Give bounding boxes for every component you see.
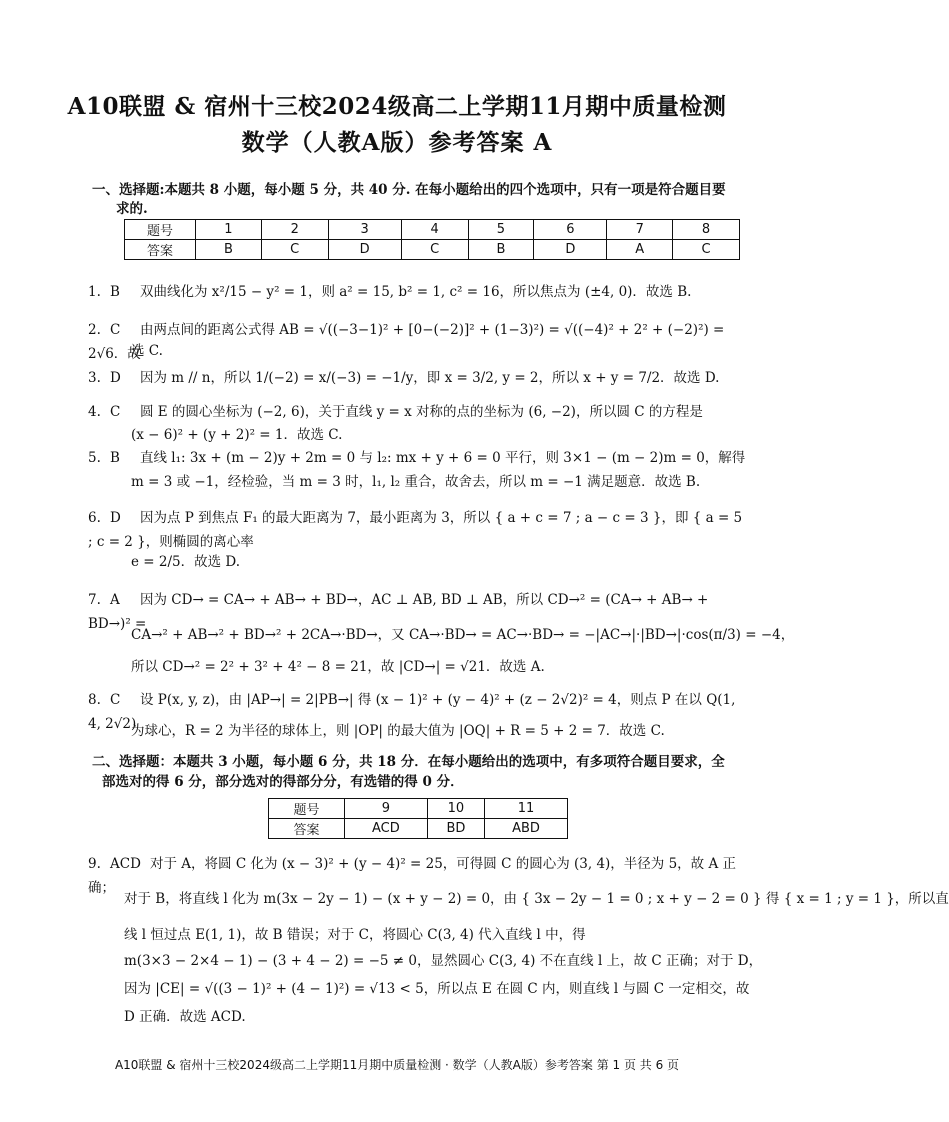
question-explanation: 双曲线化为 x²/15 − y² = 1，则 a² = 15, b² = 1, c² = 16，所以焦点为 (±4, 0)．故选 B.	[140, 284, 692, 300]
section1-heading: 一、选择题:本题共 8 小题，每小题 5 分，共 40 分. 在每小题给出的四个选项中，只有一项是符合题目要	[92, 182, 726, 198]
answer-cell: A	[607, 240, 673, 260]
question-6-cont: e = 2/5．故选 D.	[131, 554, 241, 570]
question-number: 11	[485, 799, 568, 819]
answer-cell: B	[468, 240, 534, 260]
row-label-answer: 答案	[269, 819, 345, 839]
question-8-cont: 为球心，R = 2 为半径的球体上，则 |OP| 的最大值为 |OQ| + R = 5 + 2 = 7．故选 C.	[131, 723, 665, 739]
question-number: 2	[261, 220, 328, 240]
question-6	[88, 506, 748, 554]
document-title: A10联盟 & 宿州十三校2024级高二上学期11月期中质量检测	[67, 93, 727, 120]
answer-cell: C	[261, 240, 328, 260]
row-label-number: 题号	[269, 799, 345, 819]
question-explanation: 圆 E 的圆心坐标为 (−2, 6)，关于直线 y = x 对称的点的坐标为 (6, −2)，所以圆 C 的方程是	[140, 404, 703, 420]
question-5	[88, 446, 748, 470]
question-5-cont: m = 3 或 −1，经检验，当 m = 3 时，l₁, l₂ 重合，故舍去，所以 m = −1 满足题意．故选 B.	[131, 474, 701, 490]
section2-heading: 二、选择题：本题共 3 小题，每小题 6 分，共 18 分．在每小题给出的选项中，有多项符合题目要求，全	[92, 754, 725, 770]
question-explanation: 由两点间的距离公式得 AB = √((−3−1)² + [0−(−2)]² + (1−3)²) = √((−4)² + 2² + (−2)²) = 2√6．故	[88, 322, 725, 362]
row-label-number: 题号	[125, 220, 196, 240]
section1-answer-table	[124, 219, 740, 260]
question-explanation: 因为点 P 到焦点 F₁ 的最大距离为 7，最小距离为 3，所以 { a + c = 7 ; a − c = 3 }，即 { a = 5 ; c = 2 }，则椭圆的离心率	[88, 510, 743, 550]
question-number: 9.	[88, 856, 101, 872]
question-answer: C	[110, 404, 121, 420]
question-number: 8	[673, 220, 740, 240]
question-number: 6	[534, 220, 607, 240]
question-number: 6.	[88, 510, 101, 526]
question-answer: B	[110, 450, 120, 466]
answer-cell: ABD	[485, 819, 568, 839]
table-row	[125, 240, 740, 260]
section2-heading-cont: 部选对的得 6 分，部分选对的得部分分，有选错的得 0 分．	[102, 774, 464, 790]
question-number: 7	[607, 220, 673, 240]
question-9-line4: m(3×3 − 2×4 − 1) − (3 + 4 − 2) = −5 ≠ 0，显然圆心 C(3, 4) 不在直线 l 上，故 C 正确；对于 D，	[124, 953, 763, 969]
question-number: 8.	[88, 692, 101, 708]
question-number: 4.	[88, 404, 101, 420]
question-explanation: 直线 l₁: 3x + (m − 2)y + 2m = 0 与 l₂: mx + y + 6 = 0 平行，则 3×1 − (m − 2)m = 0，解得	[140, 450, 746, 466]
question-number: 10	[427, 799, 484, 819]
question-answer: D	[110, 370, 121, 386]
question-answer: D	[110, 510, 121, 526]
question-number: 3.	[88, 370, 101, 386]
question-answer: C	[110, 692, 121, 708]
question-9-line5: 因为 |CE| = √((3 − 1)² + (4 − 1)²) = √13 < 5，所以点 E 在圆 C 内，则直线 l 与圆 C 一定相交，故	[124, 981, 750, 997]
question-9-line6: D 正确．故选 ACD.	[124, 1009, 246, 1025]
question-number: 1	[196, 220, 262, 240]
question-answer: B	[110, 284, 120, 300]
question-explanation: 对于 A，将圆 C 化为 (x − 3)² + (y − 4)² = 25，可得圆 C 的圆心为 (3, 4)，半径为 5，故 A 正确；	[88, 856, 737, 896]
question-9-line2: 对于 B，将直线 l 化为 m(3x − 2y − 1) − (x + y − 2) = 0，由 { 3x − 2y − 1 = 0 ; x + y − 2 = 0 } 得 { x = 1 ; y = 1 }，所以直	[124, 891, 949, 907]
document-subtitle: 数学（人教A版）参考答案 A	[241, 129, 553, 156]
answer-cell: BD	[427, 819, 484, 839]
question-number: 5.	[88, 450, 101, 466]
page-footer: A10联盟 & 宿州十三校2024级高二上学期11月期中质量检测 · 数学（人教A版）参考答案 第 1 页 共 6 页	[114, 1058, 680, 1072]
question-1	[88, 280, 748, 304]
question-explanation: 因为 m // n，所以 1/(−2) = x/(−3) = −1/y，即 x = 3/2, y = 2，所以 x + y = 7/2．故选 D.	[140, 370, 720, 386]
question-answer: A	[110, 592, 120, 608]
table-row	[125, 220, 740, 240]
question-3	[88, 366, 748, 390]
answer-cell: C	[673, 240, 740, 260]
question-4-cont: (x − 6)² + (y + 2)² = 1．故选 C.	[131, 427, 343, 443]
question-number: 3	[328, 220, 401, 240]
question-number: 2.	[88, 322, 101, 338]
question-4	[88, 400, 748, 424]
question-explanation: 设 P(x, y, z)，由 |AP→| = 2|PB→| 得 (x − 1)² + (y − 4)² + (z − 2√2)² = 4，则点 P 在以 Q(1, 4, 2√2)	[88, 692, 736, 732]
answer-cell: C	[401, 240, 468, 260]
section1-heading-cont: 求的.	[116, 201, 148, 217]
question-number: 7.	[88, 592, 101, 608]
question-number: 5	[468, 220, 534, 240]
question-number: 4	[401, 220, 468, 240]
question-2-cont: 选 C.	[131, 343, 163, 359]
table-row	[269, 819, 568, 839]
answer-cell: ACD	[345, 819, 428, 839]
question-answer: C	[110, 322, 121, 338]
question-number: 9	[345, 799, 428, 819]
question-number: 1.	[88, 284, 101, 300]
section2-answer-table	[268, 798, 568, 839]
question-9-line3: 线 l 恒过点 E(1, 1)，故 B 错误；对于 C，将圆心 C(3, 4) 代入直线 l 中，得	[124, 927, 586, 943]
question-answer: ACD	[110, 856, 141, 872]
question-explanation: 因为 CD→ = CA→ + AB→ + BD→，AC ⊥ AB, BD ⊥ AB，所以 CD→² = (CA→ + AB→ + BD→)² =	[88, 592, 709, 632]
answer-cell: B	[196, 240, 262, 260]
row-label-answer: 答案	[125, 240, 196, 260]
answer-cell: D	[534, 240, 607, 260]
answer-cell: D	[328, 240, 401, 260]
question-7-cont2: 所以 CD→² = 2² + 3² + 4² − 8 = 21，故 |CD→| = √21．故选 A.	[131, 659, 545, 675]
question-7-cont: CA→² + AB→² + BD→² + 2CA→·BD→，又 CA→·BD→ = AC→·BD→ = −|AC→|·|BD→|·cos(π/3) = −4，	[131, 627, 795, 643]
table-row	[269, 799, 568, 819]
